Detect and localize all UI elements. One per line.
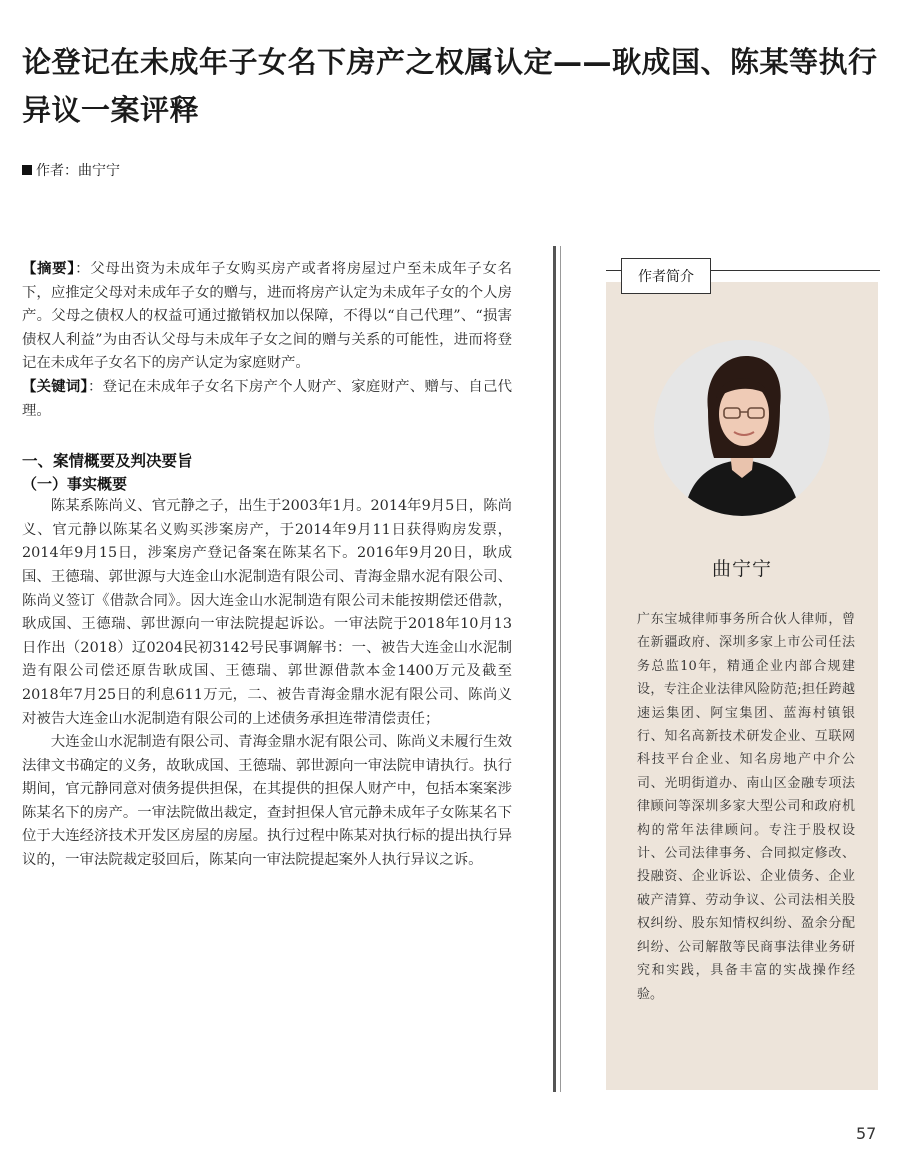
author-bio: 广东宝城律师事务所合伙人律师，曾在新疆政府、深圳多家上市公司任法务总监10年，精通企业内部合规建设，专注企业法律风险防范;担任跨越速运集团、阿宝集团、蓝海村镇银行、知名高新技术研发企业、互联网科技平台企业、知名房地产中介公司、光明街道办、南山区金融专项法律顾问等深圳多家大型公司和政府机构的常年法律顾问。专注于股权设计、公司法律事务、合同拟定修改、投融资、企业诉讼、企业债务、企业破产清算、劳动争议、公司法相关股权纠纷、股东知情权纠纷、盈余分配纠纷、公司解散等民商事法律业务研究和实践，具备丰富的实战操作经验。 (637, 612, 855, 1002)
subsection-heading: （一）事实概要 (22, 475, 128, 494)
main-column (22, 258, 512, 873)
sidebar-tab: 作者简介 (621, 258, 711, 294)
bullet-square-icon (22, 165, 32, 175)
abstract-paragraph (22, 258, 512, 376)
abstract-label: 【摘要】 (22, 261, 76, 277)
page-number: 57 (856, 1124, 877, 1143)
author-byline: 作者：曲宁宁 (36, 163, 120, 179)
column-divider-thin (560, 246, 561, 1092)
author-photo (654, 340, 830, 516)
keywords-label: 【关键词】 (22, 378, 88, 395)
column-divider (553, 246, 556, 1092)
body-paragraph-1: 陈某系陈尚义、官元静之子，出生于2003年1月。2014年9月5日，陈尚义、官元静以陈某名义购买涉案房产，于2014年9月11日获得购房发票，2014年9月15日，涉案房产登记备案在陈某名下。2016年9月20日，耿成国、王德瑞、郭世源与大连金山水泥制造有限公司、青海金鼎水泥有限公司、陈尚义签订《借款合同》。因大连金山水泥制造有限公司未能按期偿还借款，耿成国、王德瑞、郭世源向一审法院提起诉讼。一审法院于2018年10月13日作出（2018）辽0204民初3142号民事调解书：一、被告大连金山水泥制造有限公司偿还原告耿成国、王德瑞、郭世源借款本金1400万元及截至2018年7月25日的利息611万元，二、被告青海金鼎水泥有限公司、陈尚义对被告大连金山水泥制造有限公司的上述债务承担连带清偿责任； (22, 498, 512, 727)
author-portrait-icon (654, 340, 830, 516)
section-heading: 一、案情概要及判决要旨 (22, 452, 193, 471)
article-title: 论登记在未成年子女名下房产之权属认定——耿成国、陈某等执行异议一案评释 (22, 45, 878, 127)
author-line (22, 160, 120, 180)
keywords-paragraph (22, 376, 512, 423)
keywords-text: ：登记在未成年子女名下房产个人财产、家庭财产、赠与、自己代理。 (22, 378, 512, 419)
body-paragraph-2: 大连金山水泥制造有限公司、青海金鼎水泥有限公司、陈尚义未履行生效法律文书确定的义务，故耿成国、王德瑞、郭世源向一审法院申请执行。执行期间，官元静同意对债务提供担保，在其提供的担保人财产中，包括本案案涉陈某名下的房产。一审法院做出裁定，查封担保人官元静未成年子女陈某名下位于大连经济技术开发区房屋的房屋。执行过程中陈某对执行标的提出执行异议的，一审法院裁定驳回后，陈某向一审法院提起案外人执行异议之诉。 (22, 734, 512, 869)
abstract-text: ：父母出资为未成年子女购买房产或者将房屋过户至未成年子女名下，应推定父母对未成年子女的赠与，进而将房产认定为未成年子女的个人房产。父母之债权人的权益可通过撤销权加以保障，不得以“自己代理”、“损害债权人利益”为由否认父母与未成年子女之间的赠与关系的可能性，进而将登记在未成年子女名下的房产认定为家庭财产。 (22, 261, 512, 372)
author-name: 曲宁宁 (711, 558, 772, 580)
